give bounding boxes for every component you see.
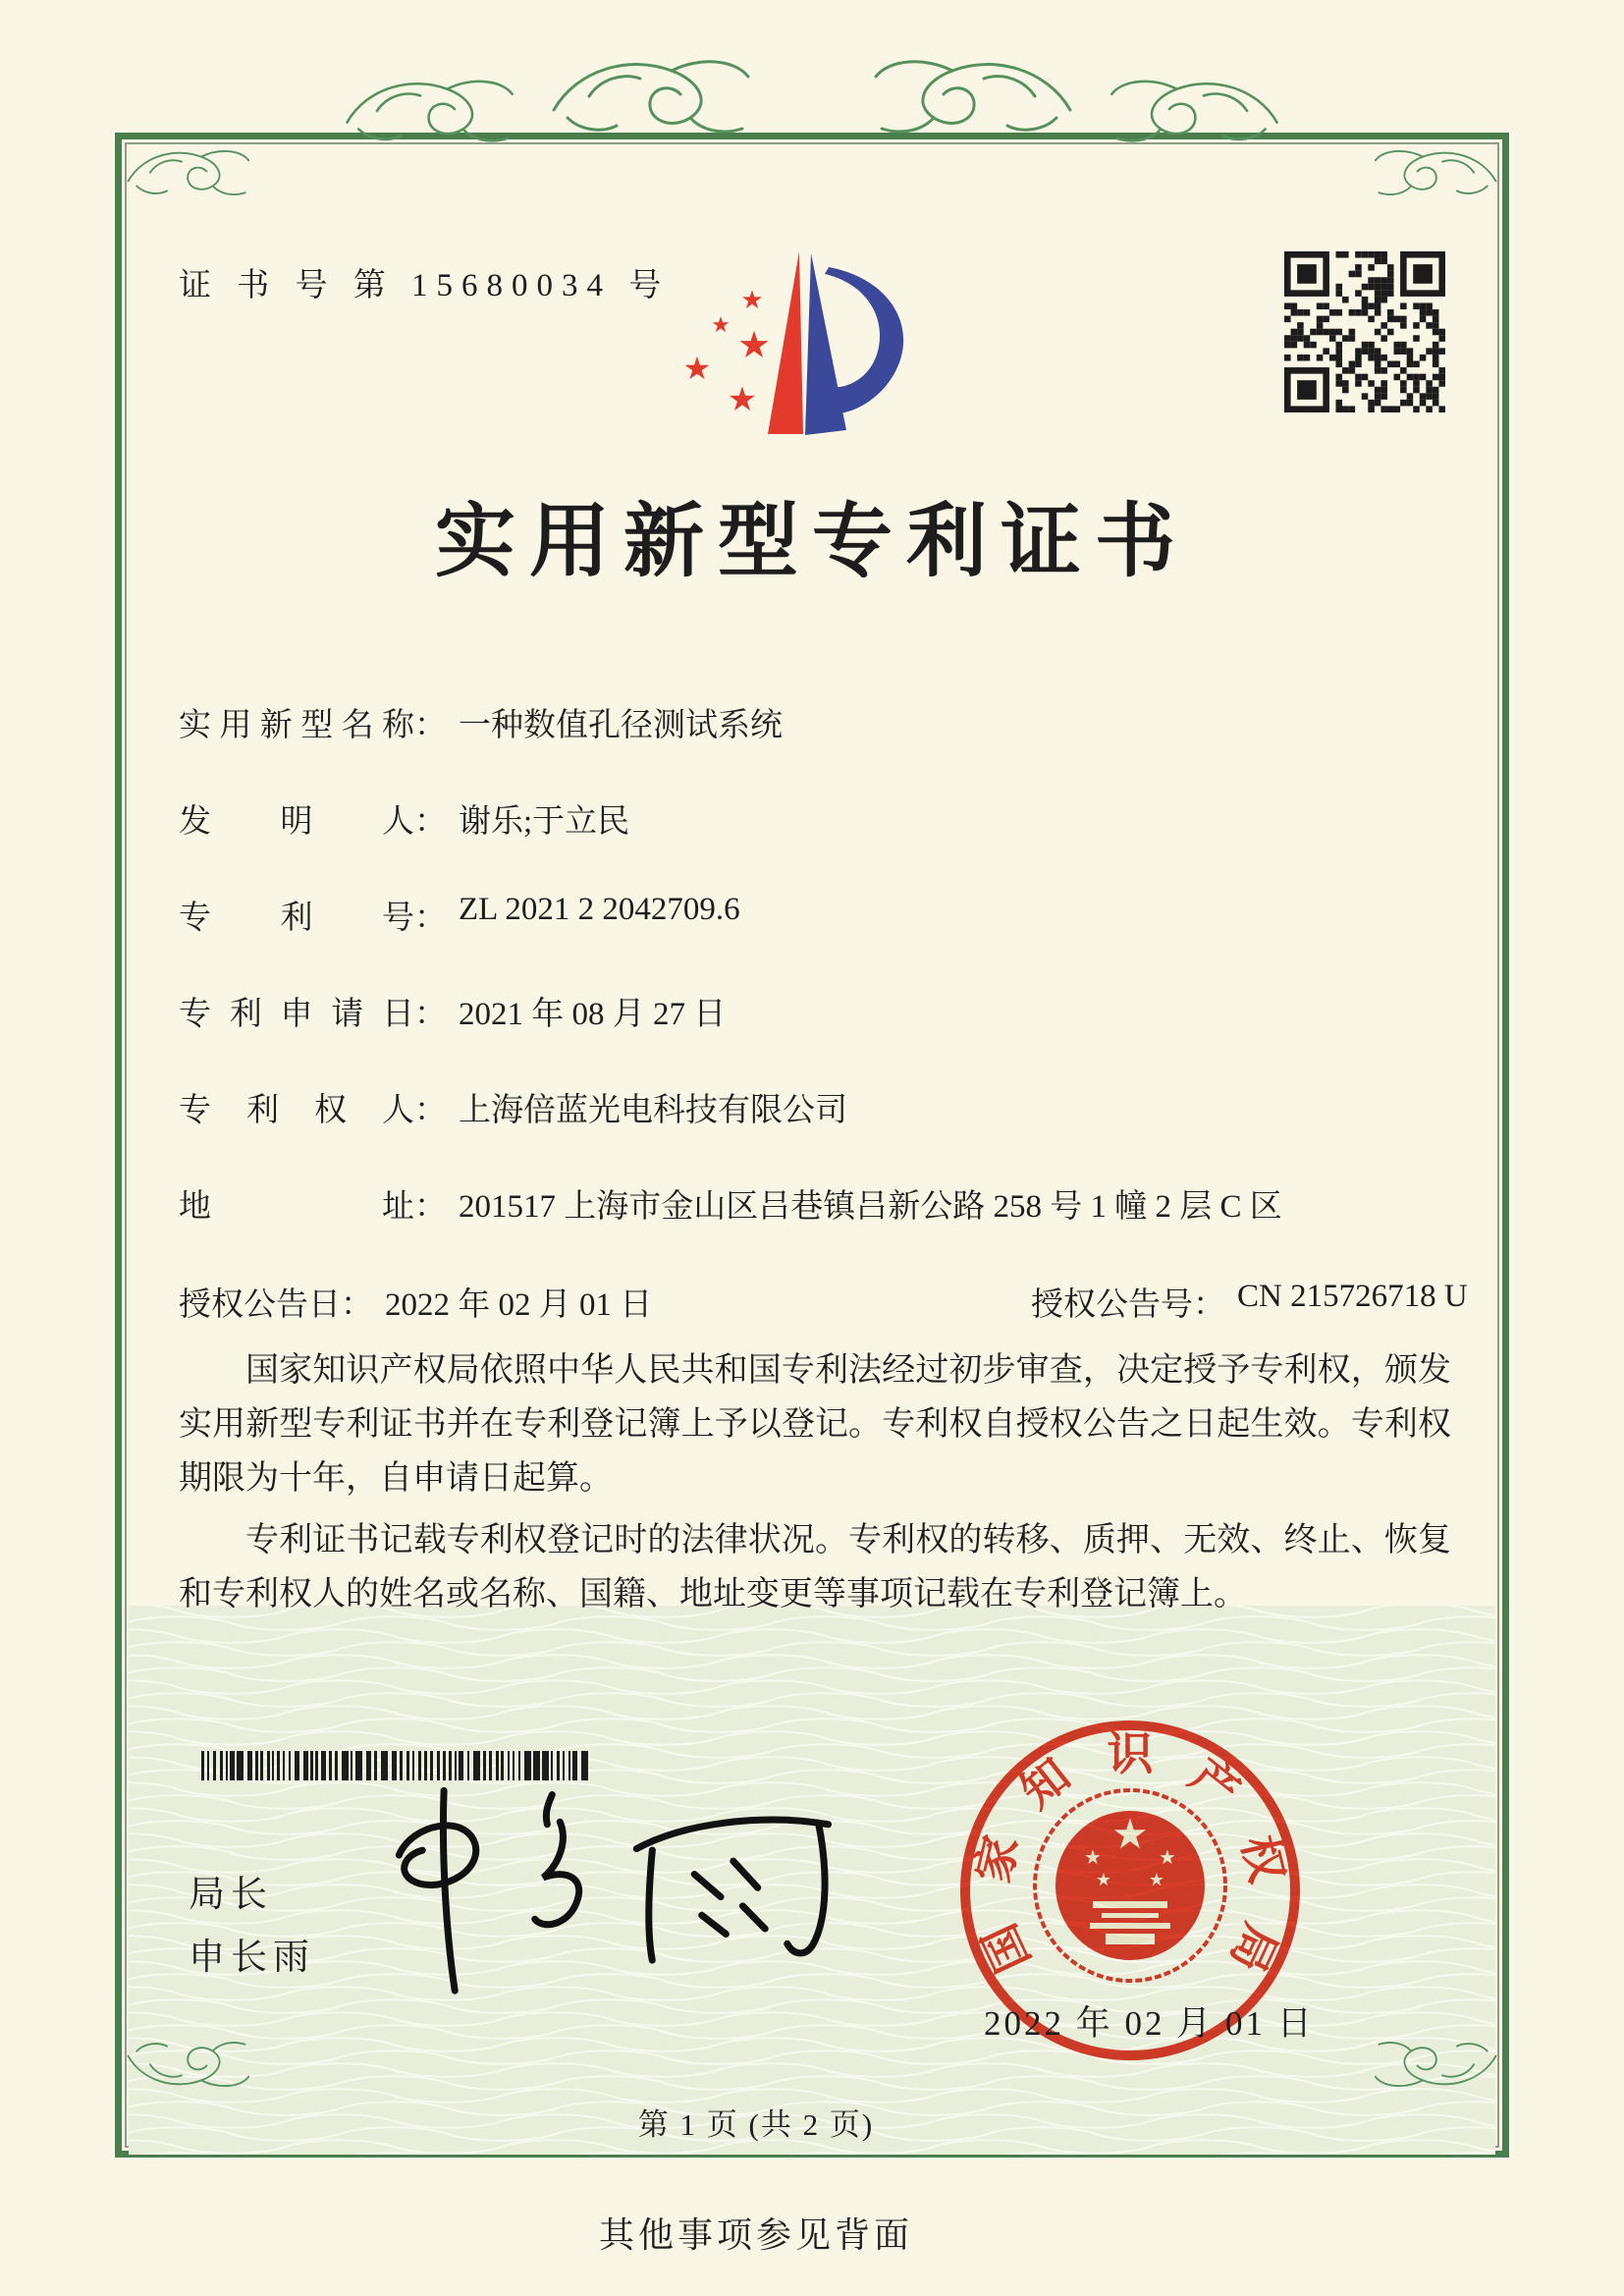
field-label: 实用新型名称	[179, 708, 414, 743]
field-row-patentee	[179, 1084, 847, 1130]
director-title: 局长	[189, 1875, 273, 1915]
grant-number-value: CN 215726718 U	[1237, 1279, 1468, 1314]
grant-date-value: 2022 年 02 月 01 日	[385, 1287, 653, 1323]
field-colon: ：	[414, 901, 447, 936]
top-outer-left-flourish-icon	[344, 71, 540, 161]
svg-text:识: 识	[1107, 1729, 1154, 1780]
field-value: ZL 2021 2 2042709.6	[459, 892, 740, 927]
field-colon: ：	[414, 1093, 447, 1128]
svg-text:知: 知	[1011, 1749, 1080, 1819]
svg-text:★: ★	[711, 312, 731, 337]
svg-text:★: ★	[682, 351, 712, 386]
qr-code	[1284, 251, 1445, 412]
field-row-inventor	[179, 795, 629, 842]
svg-text:权: 权	[1231, 1831, 1292, 1888]
svg-text:★: ★	[736, 325, 772, 366]
field-row-grant	[179, 1279, 1468, 1325]
director-signature	[342, 1779, 852, 2015]
field-label: 专利号	[179, 901, 414, 936]
field-colon: ：	[414, 708, 447, 743]
field-value: 201517 上海市金山区吕巷镇吕新公路 258 号 1 幢 2 层 C 区	[459, 1189, 1282, 1225]
grant-number-label: 授权公告号	[1031, 1287, 1193, 1323]
corner-br-flourish-icon	[1351, 2025, 1498, 2094]
field-row-filing-date	[179, 988, 726, 1034]
svg-text:家: 家	[968, 1831, 1029, 1888]
svg-text:产: 产	[1180, 1749, 1249, 1819]
svg-text:★: ★	[1111, 1813, 1149, 1858]
field-label: 专利权人	[179, 1093, 414, 1128]
cnipa-logo-icon	[636, 218, 935, 465]
svg-text:★: ★	[1148, 1870, 1165, 1889]
field-colon: ：	[414, 1189, 447, 1225]
legal-paragraph-1: 国家知识产权局依照中华人民共和国专利法经过初步审查，决定授予专利权，颁发实用新型专利证书并在专利登记簿上予以登记。专利权自授权公告之日起生效。专利权期限为十年，自申请日起算。	[179, 1352, 1451, 1498]
field-colon: ：	[414, 997, 447, 1032]
svg-text:★: ★	[1095, 1870, 1112, 1889]
barcode	[201, 1751, 590, 1780]
svg-text:★: ★	[727, 382, 758, 418]
field-value: 2021 年 08 月 27 日	[459, 997, 727, 1032]
corner-tr-flourish-icon	[1351, 143, 1498, 212]
footer-note: 其他事项参见背面	[598, 2215, 913, 2255]
field-colon: ：	[341, 1287, 373, 1323]
field-colon: ：	[414, 804, 447, 840]
field-value: 一种数值孔径测试系统	[459, 708, 783, 743]
certificate-title: 实用新型专利证书	[434, 497, 1189, 586]
field-label: 发明人	[179, 804, 414, 840]
legal-paragraph-2: 专利证书记载专利权登记时的法律状况。专利权的转移、质押、无效、终止、恢复和专利权人的姓名或名称、国籍、地址变更等事项记载在专利登记簿上。	[179, 1522, 1451, 1613]
svg-text:局: 局	[1219, 1916, 1286, 1980]
field-value: 谢乐;于立民	[459, 804, 630, 840]
top-outer-right-flourish-icon	[1084, 71, 1280, 161]
svg-text:★: ★	[1084, 1847, 1102, 1869]
svg-text:★: ★	[1159, 1847, 1176, 1869]
corner-bl-flourish-icon	[126, 2025, 273, 2094]
field-row-patent-number	[179, 892, 740, 938]
top-right-flourish-icon	[839, 49, 1074, 157]
grant-date-label: 授权公告日	[179, 1287, 341, 1323]
top-left-flourish-icon	[550, 49, 785, 157]
grant-number-group	[1031, 1279, 1468, 1325]
field-value: 上海倍蓝光电科技有限公司	[459, 1093, 847, 1128]
svg-text:国: 国	[974, 1916, 1041, 1980]
field-colon: ：	[1193, 1287, 1225, 1323]
field-row-address	[179, 1180, 1282, 1227]
field-label: 地址	[179, 1189, 414, 1225]
seal-date: 2022 年 02 月 01 日	[984, 2004, 1315, 2043]
page-number: 第 1 页 (共 2 页)	[637, 2107, 875, 2142]
field-label: 专利申请日	[179, 997, 414, 1032]
svg-text:★: ★	[740, 286, 764, 314]
certificate-number: 证 书 号 第 15680034 号	[179, 268, 671, 303]
director-name: 申长雨	[189, 1938, 315, 1978]
corner-tl-flourish-icon	[126, 143, 273, 212]
legal-text-block	[179, 1343, 1451, 1629]
field-row-name	[179, 699, 783, 745]
